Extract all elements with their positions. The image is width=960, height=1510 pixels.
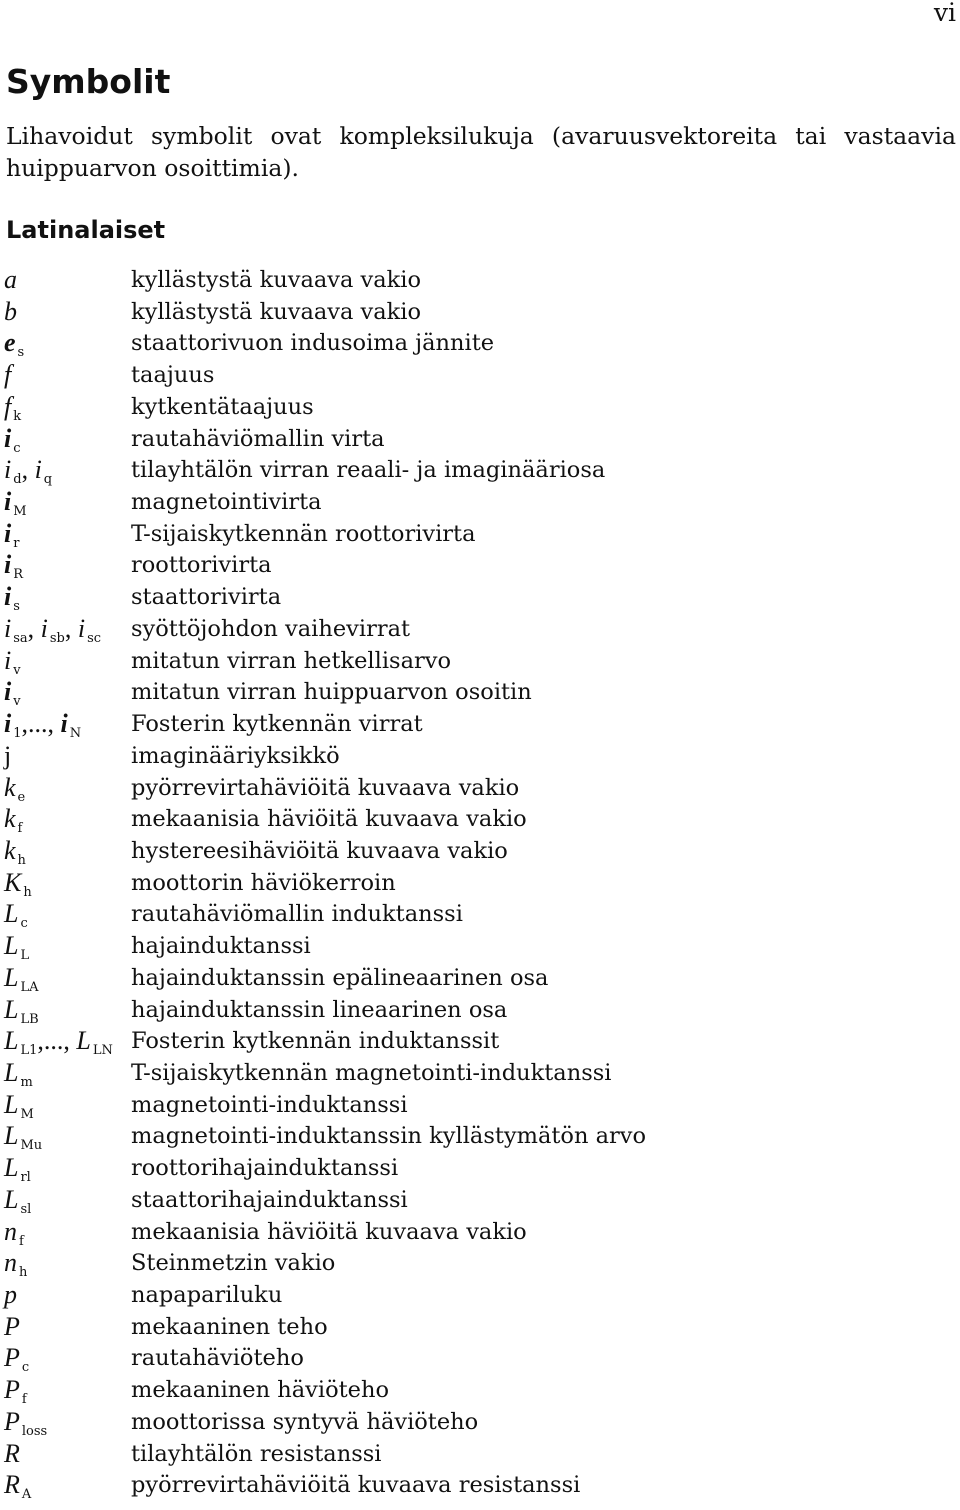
symbol-row-r-upper <box>0 1438 960 1470</box>
symbol-list <box>0 264 960 1501</box>
symbol-row-f-k <box>0 391 960 423</box>
symbol-row-l-c <box>0 898 960 930</box>
symbol-description: taajuus <box>131 362 215 389</box>
symbol: i $_s$ <box>4 582 20 615</box>
symbol-description: rautahäviömallin virta <box>131 425 385 452</box>
symbol: L $_{LA}$ <box>4 962 39 995</box>
symbol-description: rautahäviömallin induktanssi <box>131 901 463 928</box>
symbol-row-i-1-n <box>0 708 960 740</box>
symbol-description: magnetointi-induktanssi <box>131 1091 408 1118</box>
symbol: j <box>4 740 12 770</box>
symbol: i $_{sa}$, i $_{sb}$, i $_{sc}$ <box>4 613 102 646</box>
section-title: Latinalaiset <box>6 216 166 244</box>
page-number: vi <box>933 0 956 27</box>
symbol: k $_e$ <box>4 772 26 805</box>
symbol-description: mekaanisia häviöitä kuvaava vakio <box>131 806 527 833</box>
symbol-row-l-m-upper <box>0 1089 960 1121</box>
symbol: e $_s$ <box>4 328 25 361</box>
symbol-description: T-sijaiskytkennän roottorivirta <box>131 520 476 547</box>
symbol: P $_c$ <box>4 1343 30 1376</box>
symbol: R $_A$ <box>4 1470 32 1503</box>
symbol-row-i-s <box>0 581 960 613</box>
symbol-row-p-loss <box>0 1406 960 1438</box>
symbol: p <box>4 1280 17 1309</box>
symbol-row-l-rl <box>0 1152 960 1184</box>
symbol-row-i-v-bold <box>0 676 960 708</box>
symbol-description: roottorivirta <box>131 552 272 579</box>
symbol-row-p <box>0 1279 960 1311</box>
symbol: k $_f$ <box>4 804 23 837</box>
symbol-row-k-f <box>0 803 960 835</box>
symbol-description: mekaaninen teho <box>131 1313 328 1340</box>
symbol-description: mekaaninen häviöteho <box>131 1377 390 1404</box>
symbol-row-e-s <box>0 327 960 359</box>
symbol-row-i-r-upper <box>0 549 960 581</box>
symbol: K $_h$ <box>4 867 32 900</box>
symbol-description: staattorivuon indusoima jännite <box>131 330 495 357</box>
symbol: i $_c$ <box>4 423 21 456</box>
symbol-row-l-mu <box>0 1120 960 1152</box>
symbol: i $_v$ <box>4 677 21 710</box>
symbol-description: Steinmetzin vakio <box>131 1250 336 1277</box>
symbol-description: mekaanisia häviöitä kuvaava vakio <box>131 1218 527 1245</box>
symbol-description: moottorissa syntyvä häviöteho <box>131 1408 479 1435</box>
symbol-description: T-sijaiskytkennän magnetointi-induktanssi <box>131 1059 612 1086</box>
symbol: f <box>4 360 12 390</box>
symbol: i $_r$ <box>4 518 20 551</box>
symbol-description: rautahäviöteho <box>131 1345 304 1372</box>
symbol: n $_h$ <box>4 1248 28 1281</box>
symbol-description: magnetointi-induktanssin kyllästymätön arvo <box>131 1123 647 1150</box>
symbol-description: kyllästystä kuvaava vakio <box>131 298 422 325</box>
symbol: i $_R$ <box>4 550 24 583</box>
symbol: P $_{loss}$ <box>4 1406 48 1439</box>
symbol-description: staattorivirta <box>131 584 282 611</box>
symbol-row-l-la <box>0 962 960 994</box>
symbol: L $_{LB}$ <box>4 994 39 1027</box>
symbol-row-p-upper <box>0 1311 960 1343</box>
symbol-row-p-f <box>0 1374 960 1406</box>
symbol: i $_1$,..., i $_N$ <box>4 709 82 742</box>
symbol: n $_f$ <box>4 1216 24 1249</box>
symbol: L $_{rl}$ <box>4 1153 31 1186</box>
symbol: k $_h$ <box>4 835 26 868</box>
symbol-description: tilayhtälön resistanssi <box>131 1440 382 1467</box>
symbol: L $_{sl}$ <box>4 1184 32 1217</box>
symbol-description: mitatun virran huippuarvon osoitin <box>131 679 532 706</box>
page-title: Symbolit <box>6 62 171 101</box>
symbol-description: imaginääriyksikkö <box>131 742 340 769</box>
symbol: P <box>4 1311 20 1341</box>
symbol-row-i-r <box>0 518 960 550</box>
symbol: L $_{Mu}$ <box>4 1121 43 1154</box>
symbol-row-k-e <box>0 772 960 804</box>
symbol-row-j <box>0 740 960 772</box>
symbol-row-b <box>0 296 960 328</box>
symbol-row-r-a <box>0 1469 960 1501</box>
symbol-row-n-f <box>0 1216 960 1248</box>
symbol: i $_M$ <box>4 487 27 520</box>
symbol-row-i-m <box>0 486 960 518</box>
symbol-row-i-v <box>0 645 960 677</box>
symbol-row-l-m <box>0 1057 960 1089</box>
symbol: b <box>4 296 17 326</box>
symbol-row-l-sl <box>0 1184 960 1216</box>
intro-paragraph: Lihavoidut symbolit ovat kompleksilukuja (avaruusvektoreita tai vastaavia huippuarvon osoittimia). <box>6 122 956 182</box>
symbol-description: hystereesihäviöitä kuvaava vakio <box>131 837 508 864</box>
symbol-description: moottorin häviökerroin <box>131 869 396 896</box>
symbol-description: hajainduktanssin epälineaarinen osa <box>131 964 549 991</box>
symbol-description: pyörrevirtahäviöitä kuvaava resistanssi <box>131 1472 581 1499</box>
symbol: L $_L$ <box>4 931 30 964</box>
symbol-row-f <box>0 359 960 391</box>
symbol-description: kytkentätaajuus <box>131 393 314 420</box>
symbol: i $_v$ <box>4 645 21 678</box>
symbol-row-n-h <box>0 1247 960 1279</box>
symbol-row-i-c <box>0 423 960 455</box>
symbol-description: mitatun virran hetkellisarvo <box>131 647 451 674</box>
symbol-description: syöttöjohdon vaihevirrat <box>131 615 411 642</box>
symbol-description: napapariluku <box>131 1282 283 1308</box>
symbol-description: hajainduktanssin lineaarinen osa <box>131 996 508 1023</box>
symbol: L $_m$ <box>4 1057 33 1090</box>
symbol: L $_c$ <box>4 899 28 932</box>
symbol-description: Fosterin kytkennän virrat <box>131 711 423 738</box>
symbol: P $_f$ <box>4 1375 27 1408</box>
symbol-row-k-h-upper <box>0 867 960 899</box>
symbol: R <box>4 1438 20 1468</box>
symbol: i $_d$, i $_q$ <box>4 455 53 488</box>
symbol-row-l-l <box>0 930 960 962</box>
symbol-description: kyllästystä kuvaava vakio <box>131 267 422 293</box>
symbol-row-i-d-i-q <box>0 454 960 486</box>
symbol-description: Fosterin kytkennän induktanssit <box>131 1028 500 1055</box>
symbol-description: roottorihajainduktanssi <box>131 1155 399 1182</box>
symbol-description: tilayhtälön virran reaali- ja imaginääriosa <box>131 457 606 484</box>
symbol-row-p-c <box>0 1342 960 1374</box>
symbol: f $_k$ <box>4 391 22 424</box>
symbol-description: hajainduktanssi <box>131 933 311 960</box>
symbol-description: magnetointivirta <box>131 489 322 516</box>
symbol-row-i-sa-sb-sc <box>0 613 960 645</box>
symbol: L $_M$ <box>4 1089 34 1122</box>
symbol-description: pyörrevirtahäviöitä kuvaava vakio <box>131 774 520 801</box>
symbol-row-l-lb <box>0 994 960 1026</box>
symbol-row-a <box>0 264 960 296</box>
symbol: L $_{L1}$,..., L $_{LN}$ <box>4 1026 113 1059</box>
symbol-row-l-l1-ln <box>0 1025 960 1057</box>
symbol-row-k-h <box>0 835 960 867</box>
symbol: a <box>4 265 17 294</box>
symbol-description: staattorihajainduktanssi <box>131 1186 408 1213</box>
